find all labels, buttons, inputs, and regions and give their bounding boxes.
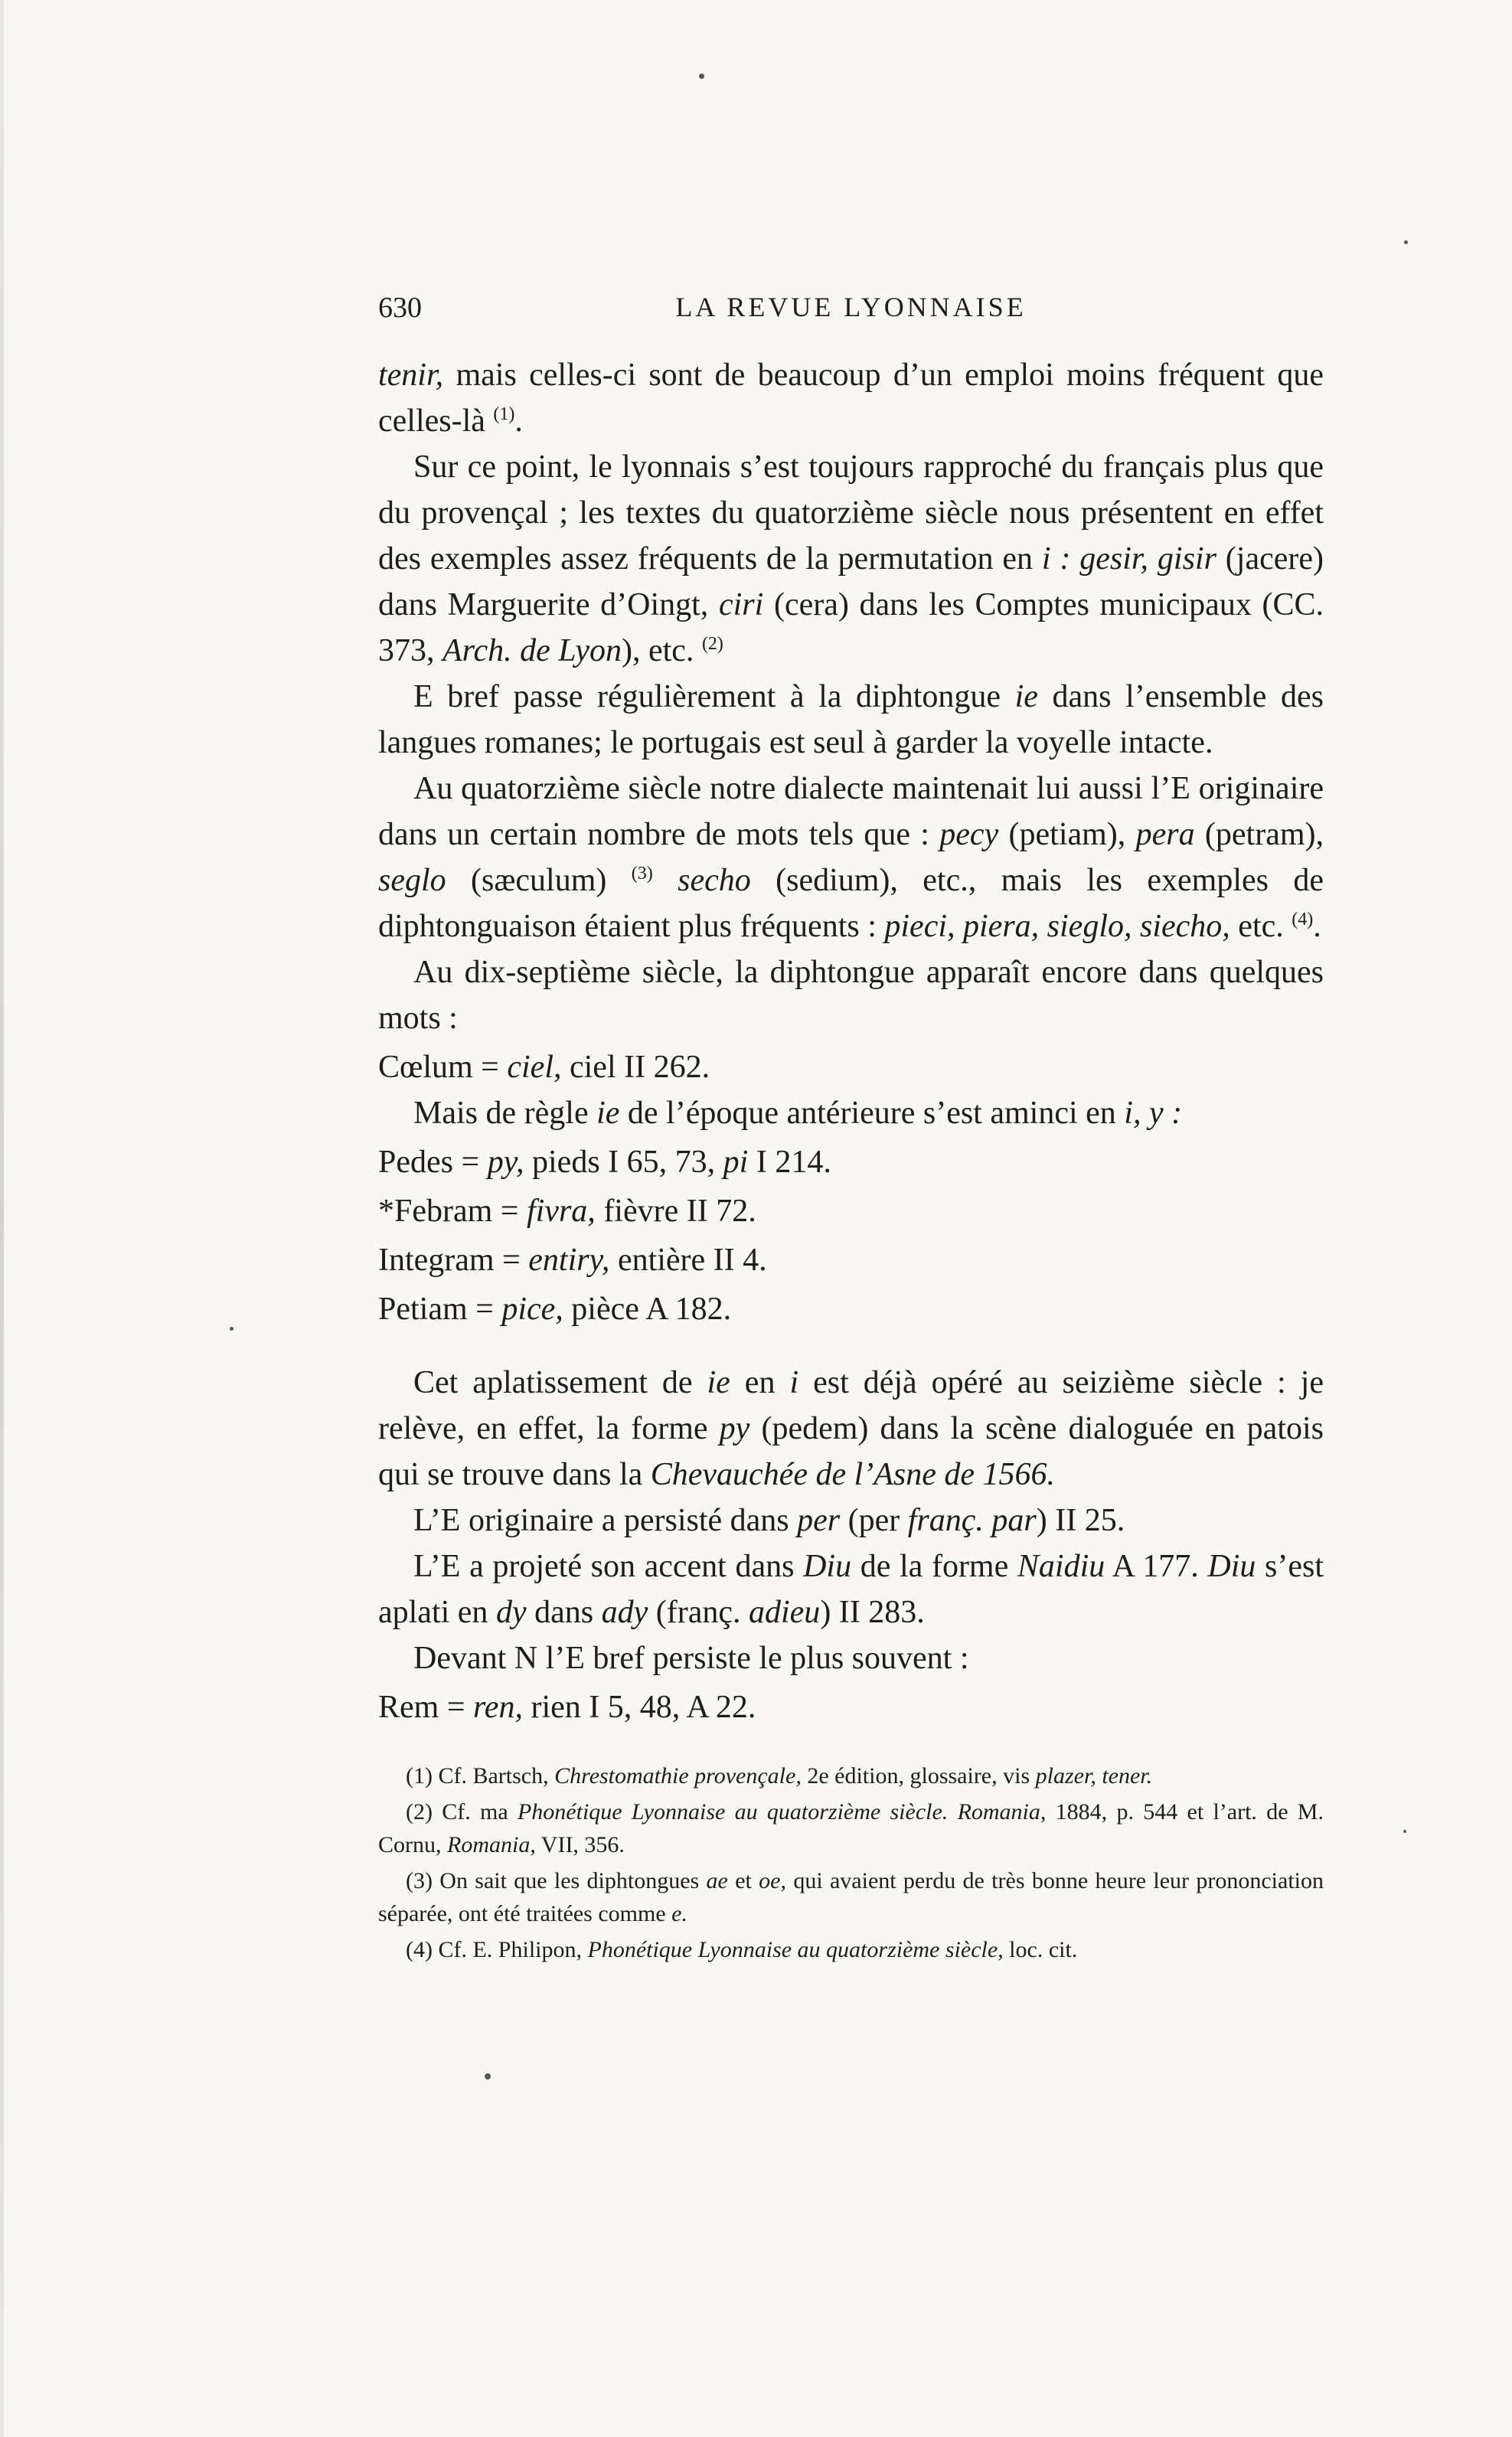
italic-term: Phonétique Lyonnaise au quatorzième siècle, [587,1937,1004,1962]
italic-term: py, [487,1145,524,1180]
paragraph [378,1360,1324,1498]
example-line [378,1188,1324,1234]
ink-speck [1403,1830,1406,1833]
footnote [378,1864,1324,1930]
text-run: (3) On sait que les diphtongues [406,1868,707,1893]
ink-speck [230,1327,233,1331]
italic-term: py [719,1411,750,1446]
paragraph [378,674,1324,766]
paragraph [378,949,1324,1041]
text-run: (franç. [648,1595,749,1630]
text-run: s’est aplati en [378,1549,1324,1630]
text-run: ) II 25. [1036,1503,1125,1538]
text-run: entière II 4. [609,1243,767,1278]
italic-term: dy [495,1595,527,1630]
italic-term: Phonétique Lyonnaise au quatorzième siècle. Romania, [517,1799,1047,1824]
ink-speck [699,74,704,79]
italic-term: pieci, piera, sieglo, siecho, [884,909,1230,944]
text-run: . [1313,909,1321,944]
italic-term: seglo [378,863,446,898]
text-run: qui avaient perdu de très bonne heure leur prononciation séparée, ont été traitées comme [378,1868,1324,1926]
italic-term: i [789,1365,799,1400]
text-run: 2e édition, glossaire, vis [801,1763,1036,1789]
text-run: I 214. [748,1145,831,1180]
italic-term: tenir, [378,358,444,393]
italic-term: pi [723,1145,749,1180]
page-header [378,291,1324,337]
italic-term: Diu [1207,1549,1256,1584]
text-run: (pedem) dans la scène dialoguée en patois qui se trouve dans la [378,1411,1324,1492]
text-run: Integram = [378,1243,529,1278]
text-run: est déjà opéré au seizième siècle : je relève, en effet, la forme [378,1365,1324,1446]
italic-term: ren, [473,1690,523,1725]
footnote [378,1795,1324,1861]
text-run: Pedes = [378,1145,488,1180]
text-run: etc. [1230,909,1292,944]
text-run: (jacere) dans Marguerite d’Oingt, [378,541,1324,622]
paragraph [378,352,1324,444]
text-run: (per [840,1503,908,1538]
italic-term: ae [706,1868,728,1893]
article-body [378,352,1324,1730]
italic-term: e. [671,1901,687,1926]
italic-term: entiry, [528,1243,610,1278]
italic-term: adieu [749,1595,821,1630]
italic-term: Chrestomathie provençale, [554,1763,802,1789]
page-edge-shadow [0,0,4,2437]
text-run: (sæculum) [446,863,632,898]
text-run: (4) Cf. E. Philipon, [406,1937,588,1962]
text-run: Sur ce point, le lyonnais s’est toujours rapproché du français plus que du provençal ; les textes du quatorzième siècle nous présentent en effet des exemples assez fréquents de la permutation en [378,449,1324,577]
italic-term: franç. par [907,1503,1037,1538]
example-line [378,1237,1324,1283]
text-run: (cera) dans les Comptes municipaux (CC. 373, [378,587,1324,668]
italic-term: oe, [759,1868,786,1893]
text-run: Cœlum = [378,1050,508,1085]
text-run: pieds I 65, 73, [524,1145,723,1180]
text-run: rien I 5, 48, A 22. [522,1690,756,1725]
text-run: en [730,1365,790,1400]
text-run: pièce A 182. [563,1292,732,1327]
text-run: Petiam = [378,1292,502,1327]
text-run: 1884, p. 544 et l’art. de M. Cornu, [378,1799,1324,1857]
text-run: loc. cit. [1003,1937,1078,1962]
text-run: Au quatorzième siècle notre dialecte maintenait lui aussi l’E originaire dans un certain nombre de mots tels que : [378,771,1324,852]
text-run: VII, 356. [535,1832,625,1857]
italic-term: pice, [501,1292,563,1327]
italic-term: per [797,1503,841,1538]
text-run: de l’époque antérieure s’est aminci en [619,1096,1125,1131]
italic-term: pecy [939,817,999,852]
italic-term: i : gesir, gisir [1041,541,1216,577]
footnote [378,1933,1324,1966]
text-run: dans l’ensemble des langues romanes; le portugais est seul à garder la voyelle intacte. [378,679,1324,760]
page-number: 630 [378,292,422,324]
footnote-ref[interactable]: (4) [1292,910,1314,929]
text-run: (1) Cf. Bartsch, [406,1763,555,1789]
italic-term: ciel, [507,1050,562,1085]
example-line [378,1044,1324,1090]
italic-term: ie [707,1365,730,1400]
italic-term: Naidiu [1017,1549,1105,1584]
text-run: dans [526,1595,602,1630]
text-run: ciel II 262. [561,1050,710,1085]
footnote-ref[interactable]: (1) [493,404,515,424]
text-run: et [727,1868,759,1893]
text-run: de la forme [851,1549,1017,1584]
text-run: *Febram = [378,1194,527,1229]
italic-term: secho [652,863,751,898]
italic-term: ady [601,1595,648,1630]
text-run: E bref passe régulièrement à la diphtongue [413,679,1015,714]
example-line [378,1139,1324,1185]
page-content [378,291,1324,1969]
italic-term: Arch. de Lyon [442,633,622,668]
text-run: (sedium), etc., mais les exemples de diphtonguaison étaient plus fréquents : [378,863,1324,944]
spacer [378,1332,1324,1360]
footnote [378,1759,1324,1792]
text-run: L’E originaire a persisté dans [413,1503,798,1538]
running-title: LA REVUE LYONNAISE [675,292,1027,322]
italic-term: ciri [718,587,764,622]
text-run: Au dix-septième siècle, la diphtongue apparaît encore dans quelques mots : [378,955,1324,1036]
paragraph [378,766,1324,949]
text-run: A 177. [1105,1549,1208,1584]
footnote-ref[interactable]: (2) [701,634,723,654]
ink-speck [1404,240,1408,244]
text-run: Rem = [378,1690,474,1725]
text-run: fièvre II 72. [595,1194,756,1229]
paragraph [378,444,1324,674]
ink-speck [485,2073,491,2079]
text-run: ) II 283. [820,1595,925,1630]
example-line [378,1684,1324,1730]
paragraph [378,1635,1324,1681]
text-run: ), etc. [621,633,702,668]
text-run: Devant N l’E bref persiste le plus souvent : [413,1641,969,1676]
text-run: (petiam), [998,817,1136,852]
footnote-ref[interactable]: (3) [631,864,653,884]
example-line [378,1286,1324,1332]
text-run: L’E a projeté son accent dans [413,1549,804,1584]
italic-term: Diu [803,1549,852,1584]
italic-term: Romania, [447,1832,536,1857]
italic-term: plazer, tener. [1035,1763,1153,1789]
paragraph [378,1544,1324,1635]
text-run: Mais de règle [413,1096,597,1131]
italic-term: ie [1014,679,1038,714]
footnotes [378,1759,1324,1966]
text-run: mais celles-ci sont de beaucoup d’un emploi moins fréquent que celles-là [378,358,1324,439]
italic-term: i, y : [1124,1096,1183,1131]
text-run: (petram), [1194,817,1324,852]
text-run: (2) Cf. ma [406,1799,518,1824]
text-run: Cet aplatissement de [413,1365,707,1400]
italic-term: ie [596,1096,620,1131]
text-run: . [514,403,523,439]
italic-term: fivra, [526,1194,596,1229]
paragraph [378,1090,1324,1136]
paragraph [378,1498,1324,1544]
italic-term: Chevauchée de l’Asne de 1566. [650,1457,1056,1492]
italic-term: pera [1135,817,1195,852]
